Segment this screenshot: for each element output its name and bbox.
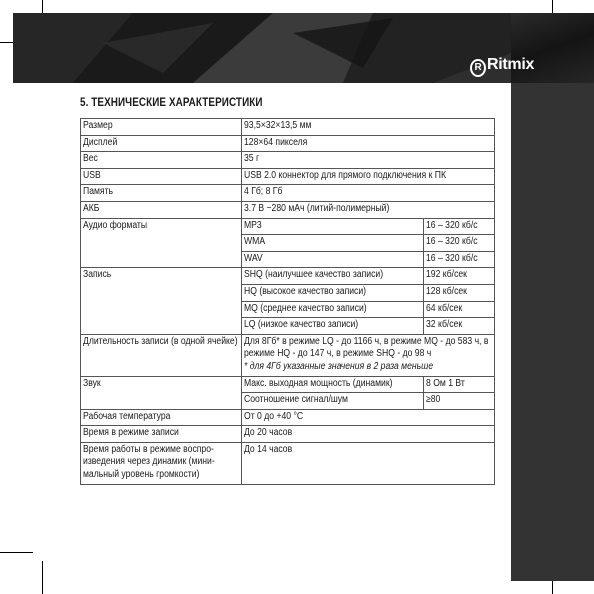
table-row <box>81 218 495 235</box>
spec-label: Длительность записи (в одной ячейке) <box>83 335 238 347</box>
spec-value: Для 8Гб* в режиме LQ - до 1166 ч, в режиме MQ - до 583 ч, в режиме HQ - до 147 ч, в режиме SHQ - до 98 ч <box>243 335 489 360</box>
spec-label: Вес <box>83 153 98 165</box>
logo-text: Ritmix <box>487 56 535 73</box>
rec-mode: MQ (среднее качество записи) <box>243 302 367 314</box>
audio-format: MP3 <box>243 219 262 231</box>
spec-value: 128×64 пикселя <box>243 136 308 148</box>
spec-value: От 0 до +40 °C <box>243 410 304 422</box>
spec-table <box>80 118 495 485</box>
audio-rate: 16 – 320 кб/с <box>426 252 478 264</box>
table-row <box>81 268 495 285</box>
spec-label: Запись <box>83 269 112 281</box>
spec-label: Аудио форматы <box>83 219 148 231</box>
header-banner <box>13 13 511 83</box>
crop-mark <box>0 552 33 553</box>
spec-label: USB <box>83 169 101 181</box>
spec-label: Рабочая температура <box>83 410 171 422</box>
spec-label: Время в режиме записи <box>83 427 179 439</box>
rec-mode: SHQ (наилучшее качество записи) <box>243 269 384 281</box>
rec-rate: 32 кб/сек <box>426 319 463 331</box>
brand-logo <box>470 56 534 77</box>
table-row <box>81 442 495 484</box>
table-row <box>81 168 495 185</box>
table-row <box>81 185 495 202</box>
table-row <box>81 135 495 152</box>
spec-value: 3.7 В ~280 мАч (литий-полимерный) <box>243 202 390 214</box>
sound-value: 8 Ом 1 Вт <box>426 377 465 389</box>
audio-rate: 16 – 320 кб/с <box>426 236 478 248</box>
spec-label: Память <box>83 186 114 198</box>
spec-value: 93,5×32×13,5 мм <box>243 120 312 131</box>
sound-param: Макс. выходная мощность (динамик) <box>243 377 393 389</box>
spec-value: До 20 часов <box>243 427 293 439</box>
table-row <box>81 409 495 426</box>
audio-format: WAV <box>243 252 263 264</box>
rec-mode: HQ (высокое качество записи) <box>243 285 366 297</box>
table-row <box>81 426 495 443</box>
rec-rate: 64 кб/сек <box>426 302 463 314</box>
table-row <box>81 334 495 376</box>
crop-mark <box>42 561 43 594</box>
header-polygon-pattern <box>13 13 511 83</box>
rec-rate: 128 кб/сек <box>426 285 468 297</box>
spec-value: 35 г <box>243 153 260 165</box>
spec-label: Звук <box>83 377 101 389</box>
registered-mark-icon: R <box>470 59 486 77</box>
spec-label: АКБ <box>83 202 100 214</box>
rec-rate: 192 кб/сек <box>426 269 468 281</box>
table-row <box>81 376 495 393</box>
spec-label: Размер <box>83 120 113 131</box>
audio-rate: 16 – 320 кб/с <box>426 219 478 231</box>
side-stripe <box>511 83 594 581</box>
table-row <box>81 119 495 136</box>
audio-format: WMA <box>243 236 266 248</box>
spec-value: USB 2.0 коннектор для прямого подключения к ПК <box>243 169 446 181</box>
sound-param: Соотношение сигнал/шум <box>243 394 348 406</box>
footnote: * для 4Гб указанные значения в 2 раза меньше <box>243 360 434 372</box>
table-row <box>81 152 495 169</box>
sound-value: ≥80 <box>426 394 441 406</box>
spec-value: 4 Гб; 8 Гб <box>243 186 283 198</box>
spec-label: Время работы в режиме воспро-изведения через динамик (мини-мальный уровень громкости) <box>83 443 215 481</box>
spec-value: До 14 часов <box>243 443 293 455</box>
rec-mode: LQ (низкое качество записи) <box>243 319 359 331</box>
section-title: 5. ТЕХНИЧЕСКИЕ ХАРАКТЕРИСТИКИ <box>80 97 263 109</box>
spec-label: Дисплей <box>83 136 118 148</box>
table-row <box>81 201 495 218</box>
